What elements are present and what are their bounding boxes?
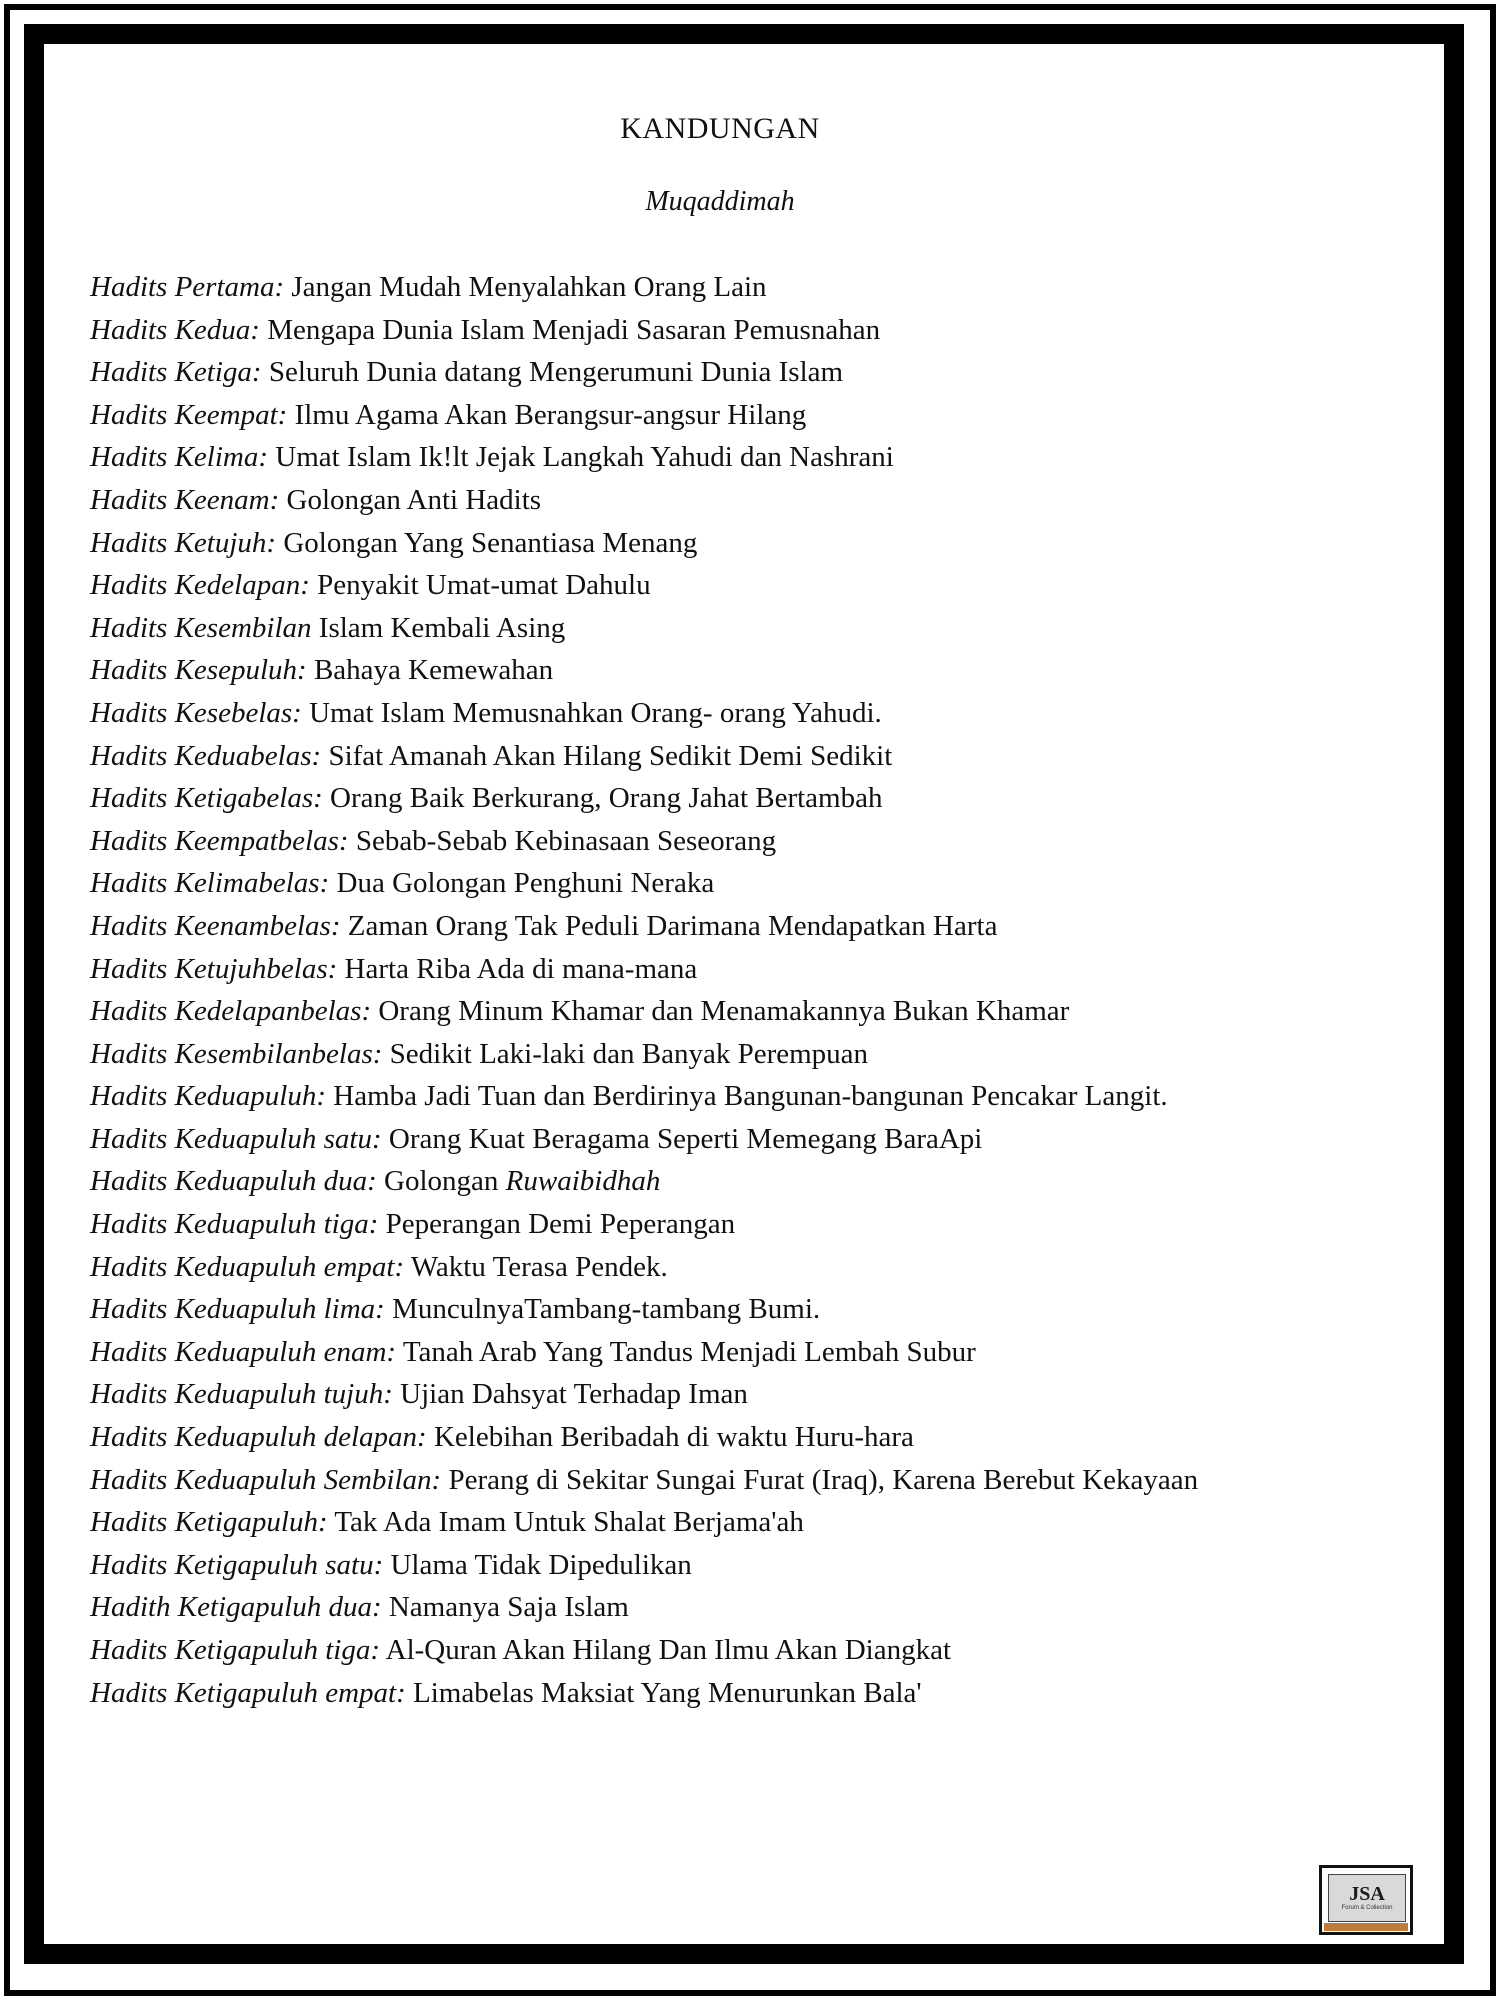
toc-entry-title: Golongan xyxy=(376,1165,506,1198)
toc-entry-title: Tak Ada Imam Untuk Shalat Berjama'ah xyxy=(327,1506,804,1539)
toc-entry xyxy=(90,351,1350,394)
toc-entry-label: Hadits Ketiga: xyxy=(90,356,262,389)
toc-entry xyxy=(90,436,1350,479)
toc-entry xyxy=(90,1246,1350,1289)
toc-entry-title: Umat Islam Ik!lt Jejak Langkah Yahudi dan Nashrani xyxy=(268,441,894,474)
toc-entry-label: Hadits Kesebelas: xyxy=(90,696,302,729)
toc-entry-title: Perang di Sekitar Sungai Furat (Iraq), Karena Berebut Kekayaan xyxy=(441,1463,1199,1496)
toc-entry-title: Ilmu Agama Akan Berangsur-angsur Hilang xyxy=(287,398,807,431)
toc-entry xyxy=(90,905,1350,948)
toc-entry xyxy=(90,1331,1350,1374)
logo-base xyxy=(1324,1923,1408,1931)
toc-entry-title: Orang Minum Khamar dan Menamakannya Bukan Khamar xyxy=(371,995,1070,1028)
toc-entry-title: Sebab-Sebab Kebinasaan Seseorang xyxy=(348,824,777,857)
toc-entry-label: Hadits Kedelapan: xyxy=(90,569,310,602)
toc-entry xyxy=(90,309,1350,352)
toc-entry-label: Hadits Keduapuluh lima: xyxy=(90,1293,385,1326)
toc-entry xyxy=(90,948,1350,991)
toc-entry xyxy=(90,1203,1350,1246)
toc-entry-label: Hadits Ketigabelas: xyxy=(90,782,323,815)
toc-entry-title: Limabelas Maksiat Yang Menurunkan Bala' xyxy=(405,1676,922,1709)
toc-entry xyxy=(90,607,1350,650)
toc-entry-italic-term: Ruwaibidhah xyxy=(505,1165,661,1198)
toc-entry-title: Golongan Yang Senantiasa Menang xyxy=(276,526,698,559)
toc-entry-title: Bahaya Kemewahan xyxy=(306,654,554,687)
toc-entry xyxy=(90,649,1350,692)
toc-entry-label: Hadits Keempat: xyxy=(90,398,288,431)
toc-entry-title: Islam Kembali Asing xyxy=(311,611,566,644)
toc-entry-label: Hadits Keduapuluh tiga: xyxy=(90,1208,379,1241)
toc-entry-title: Orang Kuat Beragama Seperti Memegang BaraApi xyxy=(381,1122,983,1155)
toc-entry-title: Al-Quran Akan Hilang Dan Ilmu Akan Diangkat xyxy=(380,1634,952,1666)
page-subtitle: Muqaddimah xyxy=(645,186,795,217)
table-of-contents xyxy=(90,266,1350,1714)
toc-entry-title: Peperangan Demi Peperangan xyxy=(378,1208,736,1241)
toc-entry-label: Hadits Ketujuh: xyxy=(90,526,277,559)
toc-entry xyxy=(90,522,1350,565)
toc-entry-title: Zaman Orang Tak Peduli Darimana Mendapatkan Harta xyxy=(340,909,998,942)
toc-entry-label: Hadits Keduabelas: xyxy=(90,739,322,772)
toc-entry-label: Hadits Keempatbelas: xyxy=(90,824,349,857)
toc-entry-label: Hadits Ketigapuluh tiga: xyxy=(90,1634,380,1666)
toc-entry-label: Hadits Keduapuluh satu: xyxy=(90,1122,382,1155)
toc-entry-title: Golongan Anti Hadits xyxy=(279,483,542,516)
toc-entry xyxy=(90,1544,1350,1587)
toc-entry-title: Ulama Tidak Dipedulikan xyxy=(383,1548,692,1581)
toc-entry-label: Hadits Kesembilanbelas: xyxy=(90,1037,383,1070)
toc-entry-title: Waktu Terasa Pendek. xyxy=(404,1250,668,1283)
toc-entry-label: Hadits Kedelapanbelas: xyxy=(90,995,372,1028)
toc-entry xyxy=(90,692,1350,735)
toc-entry-label: Hadits Keduapuluh tujuh: xyxy=(90,1378,393,1411)
toc-entry-title: Tanah Arab Yang Tandus Menjadi Lembah Subur xyxy=(396,1335,976,1368)
toc-entry-label: Hadits Ketigapuluh satu: xyxy=(90,1548,384,1581)
toc-entry-label: Hadits Keenam: xyxy=(90,483,280,516)
toc-entry-label: Hadits Keduapuluh enam: xyxy=(90,1335,397,1368)
toc-entry-label: Hadits Kedua: xyxy=(90,313,260,346)
toc-entry-label: Hadits Pertama: xyxy=(90,271,285,303)
toc-entry-title: Kelebihan Beribadah di waktu Huru-hara xyxy=(426,1421,914,1454)
toc-entry xyxy=(90,1501,1350,1544)
toc-entry-title: Harta Riba Ada di mana-mana xyxy=(337,952,698,985)
toc-entry-title: Hamba Jadi Tuan dan Berdirinya Bangunan-bangunan Pencakar Langit. xyxy=(326,1080,1168,1113)
jsa-logo xyxy=(1319,1865,1413,1935)
toc-entry xyxy=(90,1629,1350,1672)
toc-entry xyxy=(90,1459,1350,1502)
toc-entry-label: Hadits Keduapuluh empat: xyxy=(90,1250,405,1283)
toc-entry-label: Hadits Ketigapuluh empat: xyxy=(90,1676,406,1709)
toc-entry-title: MunculnyaTambang-tambang Bumi. xyxy=(384,1293,821,1326)
page-content xyxy=(90,90,1350,1714)
logo-mark: JSA xyxy=(1349,1883,1385,1905)
toc-entry xyxy=(90,394,1350,437)
toc-entry xyxy=(90,1288,1350,1331)
toc-entry xyxy=(90,990,1350,1033)
toc-entry-label: Hadits Keduapuluh Sembilan: xyxy=(90,1463,442,1496)
toc-entry xyxy=(90,479,1350,522)
toc-entry-label: Hadits Ketigapuluh: xyxy=(90,1506,328,1539)
logo-subtext: Forum & Collection xyxy=(1341,1905,1393,1911)
toc-entry xyxy=(90,1416,1350,1459)
toc-entry-title: Ujian Dahsyat Terhadap Iman xyxy=(392,1378,748,1411)
toc-entry-label: Hadits Kelima: xyxy=(90,441,269,474)
toc-entry xyxy=(90,1586,1350,1629)
toc-entry xyxy=(90,820,1350,863)
toc-entry-label: Hadits Kesembilan xyxy=(90,611,312,644)
toc-entry-title: Seluruh Dunia datang Mengerumuni Dunia Islam xyxy=(261,356,844,389)
toc-entry-title: Sifat Amanah Akan Hilang Sedikit Demi Sedikit xyxy=(321,739,893,772)
toc-entry xyxy=(90,1033,1350,1076)
toc-entry xyxy=(90,564,1350,607)
toc-entry xyxy=(90,735,1350,778)
toc-entry xyxy=(90,1160,1350,1203)
toc-entry-title: Mengapa Dunia Islam Menjadi Sasaran Pemusnahan xyxy=(259,313,881,346)
toc-entry-title: Penyakit Umat-umat Dahulu xyxy=(309,569,651,602)
toc-entry-label: Hadith Ketigapuluh dua: xyxy=(90,1591,382,1624)
toc-entry-label: Hadits Keenambelas: xyxy=(90,909,341,942)
toc-entry-title: Sedikit Laki-laki dan Banyak Perempuan xyxy=(382,1037,869,1070)
toc-entry xyxy=(90,777,1350,820)
toc-entry xyxy=(90,862,1350,905)
toc-entry-title: Umat Islam Memusnahkan Orang- orang Yahudi. xyxy=(301,696,882,729)
toc-entry-label: Hadits Kelimabelas: xyxy=(90,867,330,900)
toc-entry-label: Hadits Keduapuluh dua: xyxy=(90,1165,377,1198)
toc-entry-label: Hadits Keduapuluh delapan: xyxy=(90,1421,427,1454)
toc-entry xyxy=(90,1118,1350,1161)
toc-entry-label: Hadits Kesepuluh: xyxy=(90,654,307,687)
toc-entry-label: Hadits Keduapuluh: xyxy=(90,1080,327,1113)
toc-entry-title: Dua Golongan Penghuni Neraka xyxy=(329,867,715,900)
toc-entry-label: Hadits Ketujuhbelas: xyxy=(90,952,338,985)
toc-entry xyxy=(90,1672,1350,1715)
logo-screen xyxy=(1328,1874,1406,1922)
toc-entry xyxy=(90,266,1350,309)
toc-entry xyxy=(90,1373,1350,1416)
toc-entry xyxy=(90,1075,1350,1118)
toc-entry-title: Jangan Mudah Menyalahkan Orang Lain xyxy=(284,271,767,303)
toc-entry-title: Namanya Saja Islam xyxy=(381,1591,629,1624)
page-title: KANDUNGAN xyxy=(620,112,820,145)
toc-entry-title: Orang Baik Berkurang, Orang Jahat Bertambah xyxy=(322,782,883,815)
